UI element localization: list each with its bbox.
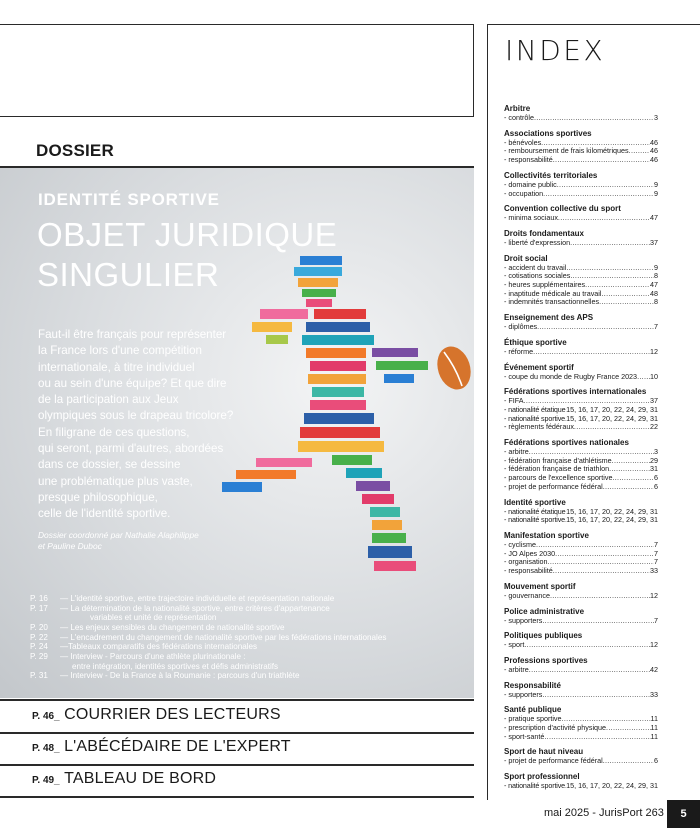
index-leader-dots <box>603 483 654 492</box>
index-heading: Mouvement sportif <box>504 581 576 591</box>
index-entry-label: - règlements fédéraux <box>504 422 574 432</box>
index-entry[interactable] <box>504 691 658 700</box>
index-entry-label: - pratique sportive <box>504 714 562 724</box>
index-heading: Éthique sportive <box>504 337 567 347</box>
index-entry[interactable] <box>504 348 658 357</box>
feature-page: P. 46_ <box>32 711 60 722</box>
index-entry-label: - responsabilité <box>504 566 553 576</box>
index-entry[interactable] <box>504 666 658 675</box>
dossier-coordination <box>38 530 199 552</box>
toc-text: — L'encadrement du changement de nationalité sportive par les fédérations internationales <box>60 632 387 642</box>
index-entry-page: 47 <box>650 280 658 290</box>
index-entry-label: - liberté d'expression <box>504 237 571 247</box>
feature-title: COURRIER DES LECTEURS <box>64 706 281 723</box>
index-entry[interactable] <box>504 757 658 766</box>
index-heading: Professions sportives <box>504 655 588 665</box>
section-label: DOSSIER <box>36 141 114 160</box>
index-entry-page: 15, 16, 17, 20, 22, 24, 29, 31 <box>566 404 658 414</box>
index-entry[interactable] <box>504 156 658 165</box>
lead-line: Faut-il être français pour représenter <box>38 328 227 341</box>
index-heading: Fédérations sportives internationales <box>504 387 647 397</box>
toc-page: P. 24 <box>30 642 48 652</box>
index-entry-label: - nationalité étatique <box>504 404 566 414</box>
index-entry-label: - heures supplémentaires <box>504 280 586 290</box>
index-entry-page: 15, 16, 17, 20, 22, 24, 29, 31 <box>566 506 658 516</box>
toc-text: —Tableaux comparatifs des fédérations internationales <box>60 642 258 652</box>
index-entry-label: - JO Alpes 2030 <box>504 548 556 558</box>
index-leader-dots <box>529 666 650 675</box>
index-entry[interactable] <box>504 190 658 199</box>
index-entry-label: - nationalité sportive <box>504 781 566 791</box>
index-leader-dots <box>533 348 650 357</box>
index-entry-page: 46 <box>650 146 658 156</box>
toc-item[interactable] <box>30 623 470 632</box>
index-entry-label: - indemnités transactionnelles <box>504 297 600 307</box>
index-leader-dots <box>553 567 650 576</box>
index-leader-dots <box>537 323 654 332</box>
toc-text: entre intégration, identités sportives et défis administratifs <box>72 661 279 671</box>
feature-rule <box>0 796 474 798</box>
index-entry-page: 12 <box>650 640 658 650</box>
feature-rule <box>0 764 474 766</box>
index-heading: Santé publique <box>504 705 562 715</box>
lead-line: de la participation aux Jeux <box>38 393 179 407</box>
index-leader-dots <box>570 239 650 248</box>
index-entry-page: 33 <box>650 566 658 576</box>
top-frame <box>0 24 474 117</box>
index-heading: Associations sportives <box>504 128 592 138</box>
index-entry-label: - cyclisme <box>504 539 536 549</box>
index-leader-dots <box>542 617 654 626</box>
index-heading: Droit social <box>504 253 548 263</box>
index-entry-label: - nationalité étatique <box>504 506 566 516</box>
index-leader-dots <box>557 181 654 190</box>
lead-line: une problématique plus vaste, <box>38 474 193 488</box>
lead-line: celle de l'identité sportive. <box>38 507 171 521</box>
index-entry-label: - fédération française de triathlon <box>504 464 610 474</box>
feature-title: TABLEAU DE BORD <box>64 770 217 787</box>
index-entry-label: - supporters <box>504 615 543 625</box>
index-entry-label: - prescription d'activité physique <box>504 723 607 733</box>
dossier-kicker: IDENTITÉ SPORTIVE <box>38 190 220 209</box>
index-entry-page: 37 <box>650 396 658 406</box>
striped-athlete-illustration <box>222 256 472 586</box>
lead-line: qui seront, parmi d'autres, abordées <box>38 442 224 456</box>
toc-text: — Interview - De la France à la Roumanie : parcours d'un triathlète <box>60 671 300 681</box>
index-entry[interactable] <box>504 782 658 791</box>
index-entry-page: 48 <box>650 288 658 298</box>
index-heading: Manifestation sportive <box>504 530 589 540</box>
index-leader-dots <box>612 457 650 466</box>
index-entry-page: 15, 16, 17, 20, 22, 24, 29, 31 <box>566 413 658 423</box>
headline-line: OBJET JURIDIQUE <box>37 216 338 253</box>
index-leader-dots <box>548 558 654 567</box>
index-entry-page: 9 <box>654 262 658 272</box>
index-heading: Droits fondamentaux <box>504 228 585 238</box>
index-entry-label: - accident du travail <box>504 262 567 272</box>
index-entry-page: 47 <box>650 213 658 223</box>
index-entry-label: - minima sociaux <box>504 213 558 223</box>
index-entry-label: - occupation <box>504 188 544 198</box>
index-entry-page: 7 <box>654 548 658 558</box>
index-leader-dots <box>534 114 654 123</box>
index-heading: Sport de haut niveau <box>504 747 584 757</box>
toc-text: — Les enjeux sensibles du changement de nationalité sportive <box>60 622 285 632</box>
feature-courrier[interactable] <box>32 706 281 724</box>
index-entry-label: - inaptitude médicale au travail <box>504 288 602 298</box>
index-leader-dots <box>566 264 654 273</box>
index-entry-label: - supporters <box>504 689 543 699</box>
index-entry[interactable] <box>504 617 658 626</box>
lead-line: presque philosophique, <box>38 490 158 504</box>
index-leader-dots <box>601 290 650 299</box>
toc-page: P. 22 <box>30 632 48 642</box>
index-entry-page: 31 <box>650 464 658 474</box>
toc-item[interactable] <box>30 671 470 680</box>
index-entry[interactable] <box>504 239 658 248</box>
index-leader-dots <box>609 465 650 474</box>
coordination-line: et Pauline Duboc <box>38 541 102 551</box>
lead-line: internationale, à titre individuel <box>38 360 195 374</box>
index-entry[interactable] <box>504 733 658 742</box>
toc-item[interactable] <box>30 642 470 651</box>
index-entry-page: 7 <box>654 615 658 625</box>
index-leader-dots <box>543 190 654 199</box>
index-entry[interactable] <box>504 323 658 332</box>
index-heading: Convention collective du sport <box>504 204 621 214</box>
index-entry-page: 10 <box>650 371 658 381</box>
index-entry-label: - sport <box>504 640 525 650</box>
index-entry-page: 11 <box>650 714 658 724</box>
index-entry[interactable] <box>504 373 658 382</box>
toc-page: P. 16 <box>30 594 48 603</box>
index-entry[interactable] <box>504 516 658 525</box>
index-heading: Arbitre <box>504 104 531 113</box>
index-entry-page: 3 <box>654 113 658 122</box>
index-entry-label: - projet de performance fédéral <box>504 481 603 491</box>
index-title: INDEX <box>505 34 606 67</box>
page-number: 5 <box>667 800 700 828</box>
index-entry-label: - nationalité sportive <box>504 515 566 525</box>
toc-text: — Interview - Parcours d'une athlète plurinationale : <box>60 652 246 662</box>
index-entry-page: 33 <box>650 689 658 699</box>
toc-page: P. 29 <box>30 652 48 662</box>
feature-title: L'ABÉCÉDAIRE DE L'EXPERT <box>64 738 291 755</box>
index-entry-page: 12 <box>650 346 658 356</box>
index-entry-page: 9 <box>654 188 658 198</box>
index-heading: Identité sportive <box>504 497 566 507</box>
index-entry[interactable] <box>504 298 658 307</box>
index-leader-dots <box>555 550 654 559</box>
index-entry-label: - coupe du monde de Rugby France 2023 <box>504 371 638 381</box>
dossier-panel <box>0 168 474 698</box>
lead-line: ou au sein d'une équipe? Et que dire <box>38 376 227 390</box>
index-entry[interactable] <box>504 592 658 601</box>
feature-tableau[interactable] <box>32 770 216 788</box>
index-leader-dots <box>544 733 650 742</box>
toc-page: P. 31 <box>30 671 48 681</box>
index-entry-label: - gouvernance <box>504 590 550 600</box>
index-entry-page: 7 <box>654 322 658 332</box>
index-leader-dots <box>606 724 650 733</box>
index-entry[interactable] <box>504 114 658 123</box>
index-leader-dots <box>629 147 650 156</box>
index-entry-page: 29 <box>650 455 658 465</box>
toc-page: P. 17 <box>30 603 48 613</box>
index-heading: Collectivités territoriales <box>504 170 598 180</box>
index-entry-page: 46 <box>650 137 658 147</box>
index-entry-label: - arbitre <box>504 447 529 457</box>
feature-abecedaire[interactable] <box>32 738 291 756</box>
index-leader-dots <box>603 757 654 766</box>
toc-item[interactable] <box>30 652 470 671</box>
toc-item[interactable] <box>30 604 470 623</box>
index-entry-page: 8 <box>654 271 658 281</box>
index-entry[interactable] <box>504 567 658 576</box>
index-leader-dots <box>558 214 650 223</box>
index-entry-label: - nationalité sportive <box>504 413 566 423</box>
index-leader-dots <box>574 423 650 432</box>
lead-line: En filigrane de ces questions, <box>38 425 190 439</box>
index-entry-page: 22 <box>650 422 658 432</box>
index-heading: Responsabilité <box>504 680 561 690</box>
feature-page: P. 48_ <box>32 743 60 754</box>
index-entry-label: - réforme <box>504 346 534 356</box>
index-list <box>504 104 658 791</box>
index-leader-dots <box>599 298 654 307</box>
toc-page: P. 20 <box>30 622 48 632</box>
index-entry-page: 6 <box>654 756 658 766</box>
lead-line: dans ce dossier, se dessine <box>38 458 181 472</box>
index-entry-page: 9 <box>654 179 658 189</box>
index-heading: Police administrative <box>504 606 585 616</box>
index-entry[interactable] <box>504 423 658 432</box>
index-leader-dots <box>637 373 650 382</box>
index-heading: Sport professionnel <box>504 772 580 782</box>
coordination-line: Dossier coordonné par Nathalie Alaphilippe <box>38 530 199 540</box>
lead-line: olympiques sous le drapeau tricolore? <box>38 409 234 423</box>
index-entry-label: - bénévoles <box>504 137 542 147</box>
index-leader-dots <box>542 691 650 700</box>
index-entry-label: - responsabilité <box>504 155 553 165</box>
index-entry-page: 37 <box>650 237 658 247</box>
index-leader-dots <box>524 641 650 650</box>
toc-item[interactable] <box>30 594 470 603</box>
footer-issue: mai 2025 - JurisPort 263 <box>544 807 664 819</box>
index-heading: Politiques publiques <box>504 631 583 641</box>
index-leader-dots <box>550 592 650 601</box>
index-entry[interactable] <box>504 641 658 650</box>
index-entry-label: - domaine public <box>504 179 557 189</box>
index-entry[interactable] <box>504 214 658 223</box>
index-heading: Fédérations sportives nationales <box>504 438 629 448</box>
index-entry-label: - cotisations sociales <box>504 271 571 281</box>
index-entry-page: 11 <box>650 723 658 733</box>
index-entry-label: - arbitre <box>504 664 529 674</box>
toc-text: — La détermination de la nationalité sportive, entre critères d'appartenance <box>60 603 330 613</box>
index-entry-label: - organisation <box>504 557 548 567</box>
index-entry-label: - contrôle <box>504 113 534 122</box>
index-heading: Événement sportif <box>504 362 574 372</box>
toc-text: variables et unité de représentation <box>90 613 217 623</box>
index-entry-page: 15, 16, 17, 20, 22, 24, 29, 31 <box>566 781 658 791</box>
index-entry-page: 3 <box>654 447 658 457</box>
toc-text: — L'identité sportive, entre trajectoire individuelle et représentation nationale <box>60 594 335 603</box>
index-entry-page: 46 <box>650 155 658 165</box>
feature-rule <box>0 732 474 734</box>
index-entry-label: - diplômes <box>504 322 538 332</box>
lead-line: la France lors d'une compétition <box>38 344 202 358</box>
index-entry-label: - FIFA <box>504 396 524 406</box>
index-entry-page: 11 <box>650 731 658 741</box>
index-entry-page: 12 <box>650 590 658 600</box>
index-entry-label: - projet de performance fédéral <box>504 756 603 766</box>
index-entry-page: 6 <box>654 481 658 491</box>
index-entry-page: 42 <box>650 664 658 674</box>
index-entry-page: 15, 16, 17, 20, 22, 24, 29, 31 <box>566 515 658 525</box>
dossier-table-of-contents <box>30 594 470 681</box>
index-entry-page: 6 <box>654 473 658 483</box>
index-entry[interactable] <box>504 483 658 492</box>
index-entry-label: - fédération française d'athlétisme <box>504 455 612 465</box>
index-leader-dots <box>612 474 654 483</box>
index-entry-label: - remboursement de frais kilométriques <box>504 146 629 156</box>
index-leader-dots <box>553 156 650 165</box>
index-entry-label: - parcours de l'excellence sportive <box>504 473 613 483</box>
index-heading: Enseignement des APS <box>504 313 594 323</box>
index-entry-page: 7 <box>654 539 658 549</box>
toc-item[interactable] <box>30 633 470 642</box>
index-entry-page: 7 <box>654 557 658 567</box>
feature-rule <box>0 699 474 701</box>
feature-page: P. 49_ <box>32 775 60 786</box>
index-entry-page: 8 <box>654 297 658 307</box>
headline-line: SINGULIER <box>37 256 220 293</box>
index-entry-label: - sport-santé <box>504 731 545 741</box>
